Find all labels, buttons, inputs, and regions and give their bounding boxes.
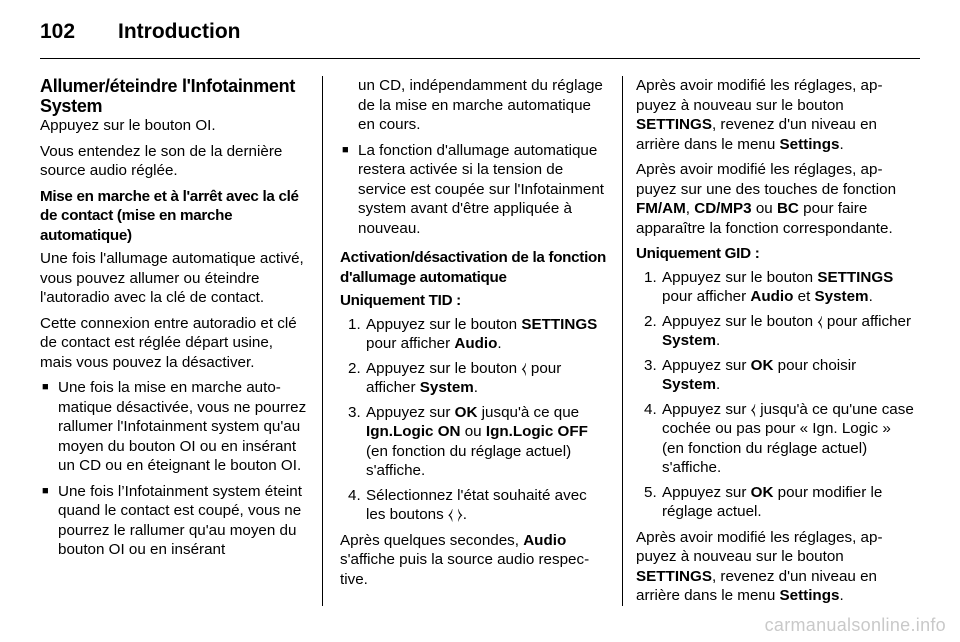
bullet-icon: ■ xyxy=(342,143,349,156)
column-divider xyxy=(322,76,323,606)
bullet-text: La fonction d'allumage automatique restera activée si la tension de service est coupée sur l'Infotainment system avant d'être appliquée à nouveau. xyxy=(358,141,605,237)
paragraph: Après quelques secondes, Audio s'affiche puis la source audio respective. xyxy=(340,531,590,588)
bullet-item xyxy=(40,378,308,476)
page-header xyxy=(40,20,920,60)
column-1 xyxy=(40,76,308,566)
list-item: 1. Appuyez sur le bouton SETTINGS pour afficher Audio et System. xyxy=(644,268,894,305)
back-arrow-icon: ⧼ xyxy=(750,400,756,418)
tid-label: Uniquement TID : xyxy=(340,292,461,309)
header-divider xyxy=(40,58,920,59)
bullet-text: Une fois l’Infotainment system éteint quand le contact est coupé, vous ne pourrez le rallumer qu'au moyen du bouton OI ou en insérant xyxy=(58,482,302,558)
column-divider xyxy=(622,76,623,606)
forward-arrow-icon: ⧽ xyxy=(457,506,463,523)
gid-steps xyxy=(636,268,916,522)
bullet-item xyxy=(40,482,308,560)
gid-label: Uniquement GID : xyxy=(636,245,760,262)
subheading-ignition: Mise en marche et à l'arrêt avec la clé de contact (mise en marche automatique) xyxy=(40,187,299,244)
list-item: 4. Sélectionnez l'état souhaité avec les boutons ⧼ ⧽. xyxy=(348,486,587,523)
list-item: 4. Appuyez sur ⧼ jusqu'à ce qu'une case cochée ou pas pour « Ign. Logic » (en fonction du réglage actuel) s'affiche. xyxy=(644,400,914,476)
paragraph: Après avoir modifié les réglages, appuyez sur une des touches de fonction FM/AM, CD/MP3 ou BC pour faire apparaître la fonction correspondante. xyxy=(636,161,897,237)
list-item: 2. Appuyez sur le bouton ⧼ pour afficher System. xyxy=(348,359,562,396)
paragraph: Après avoir modifié les réglages, appuyez à nouveau sur le bouton SETTINGS, revenez d'un niveau en arrière dans le menu Settings. xyxy=(636,528,883,604)
chapter-title: Introduction xyxy=(118,20,241,43)
tid-steps xyxy=(340,315,608,525)
bullet-icon: ■ xyxy=(42,381,49,393)
paragraph: Une fois l'allumage automatique activé, vous pouvez allumer ou éteindre l'autoradio avec la clé de contact. xyxy=(40,250,304,306)
bullet-continuation: un CD, indépendamment du réglage de la mise en marche automatique en cours. xyxy=(358,77,603,133)
bullet-text: Une fois la mise en marche automatique désactivée, vous ne pourrez rallumer l'Infotainment system qu'au moyen du bouton OI ou en insérant un CD ou en éteignant le bouton OI. xyxy=(58,379,307,474)
back-arrow-icon: ⧼ xyxy=(817,312,823,330)
column-2 xyxy=(340,76,608,595)
section-title: Allumer/éteindre l'Infotainment System xyxy=(40,76,296,116)
paragraph: Vous entendez le son de la dernière source audio réglée. xyxy=(40,142,283,179)
list-item: 5. Appuyez sur OK pour modifier le réglage actuel. xyxy=(644,483,883,520)
paragraph: Appuyez sur le bouton OI. xyxy=(40,117,216,134)
paragraph: Cette connexion entre autoradio et clé de contact est réglée départ usine, mais vous pouvez la désactiver. xyxy=(40,314,297,371)
list-item: 3. Appuyez sur OK pour choisir System. xyxy=(644,356,857,393)
column-3 xyxy=(636,76,916,612)
bullet-icon: ■ xyxy=(42,484,49,497)
list-item: 3. Appuyez sur OK jusqu'à ce que Ign.Logic ON ou Ign.Logic OFF (en fonction du réglage actuel) s'affiche. xyxy=(348,403,588,479)
back-arrow-icon: ⧼ xyxy=(447,506,454,523)
watermark: carmanualsonline.info xyxy=(764,615,946,635)
paragraph: Après avoir modifié les réglages, appuyez à nouveau sur le bouton SETTINGS, revenez d'un niveau en arrière dans le menu Settings. xyxy=(636,77,883,153)
bullet-item xyxy=(340,141,608,239)
page-number: 102 xyxy=(40,20,76,43)
list-item: 1. Appuyez sur le bouton SETTINGS pour afficher Audio. xyxy=(348,315,598,352)
subheading-activation: Activation/désactivation de la fonction d'allumage automatique xyxy=(340,249,606,286)
back-arrow-icon: ⧼ xyxy=(521,359,527,377)
list-item: 2. Appuyez sur le bouton ⧼ pour afficher System. xyxy=(644,312,912,349)
